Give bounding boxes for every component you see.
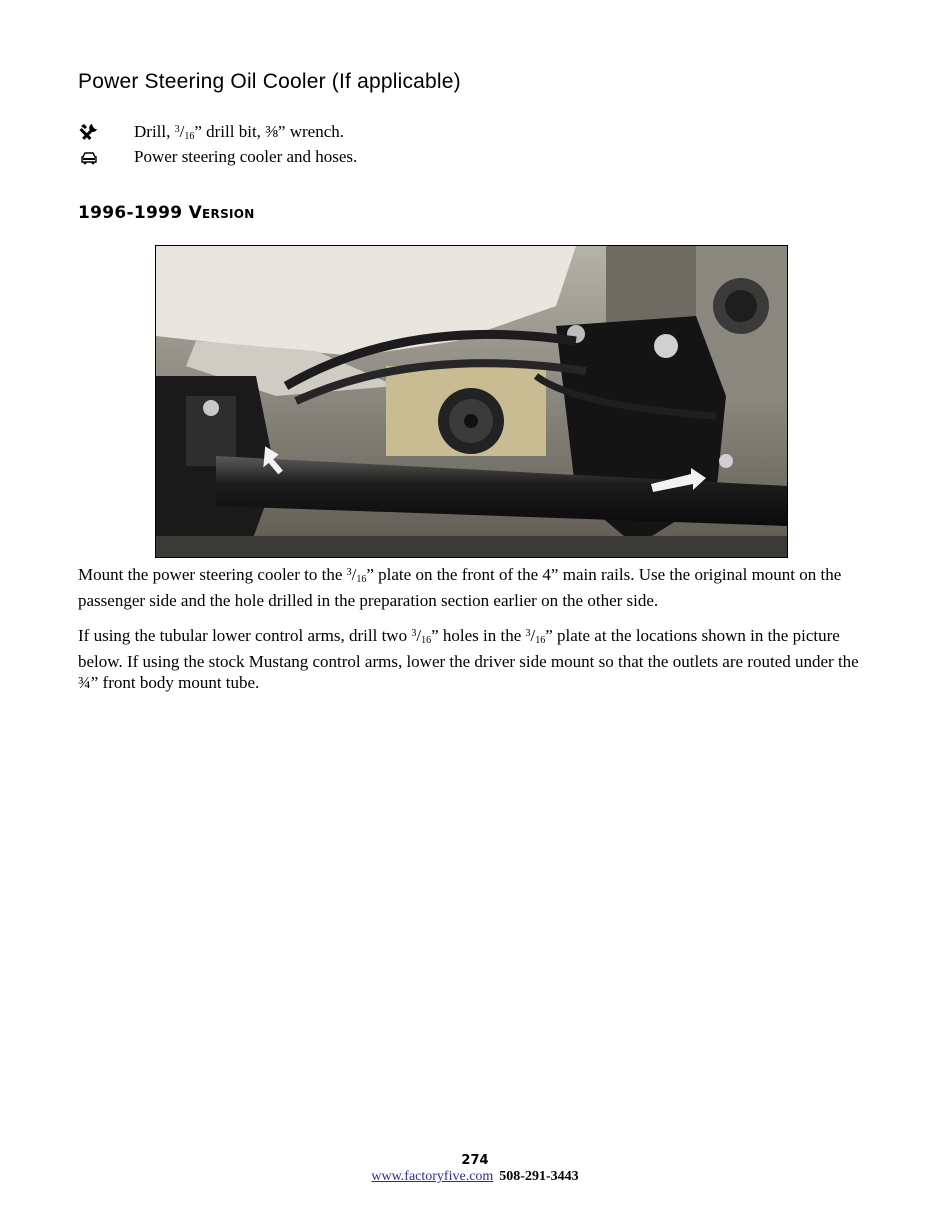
installation-photo xyxy=(155,245,788,558)
page-number: 274 xyxy=(461,1153,489,1168)
phone-number: 508-291-3443 xyxy=(499,1169,579,1184)
photo-icon xyxy=(156,246,787,557)
tools-icon xyxy=(78,122,100,144)
website-link[interactable]: www.factoryfive.com xyxy=(371,1169,494,1184)
tools-text: Drill, $^3/_{16}$” drill bit, ⅜” wrench. xyxy=(134,122,344,142)
footer-contact xyxy=(0,1169,950,1185)
paragraph-mount: Mount the power steering cooler to the $^3/_{16}$” plate on the front of the 4” main rails. Use the original mount on the passenger side and the hole drilled in the preparation section earlier on the other side. xyxy=(78,565,842,610)
section-heading: 1996-1999 Version xyxy=(78,203,255,223)
page-title: Power Steering Oil Cooler (If applicable) xyxy=(78,70,461,93)
paragraph-drill: If using the tubular lower control arms, drill two $^3/_{16}$” holes in the $^3/_{16}$” plate at the locations shown in the picture below. If using the stock Mustang control arms, lower the driver side mount so that the outlets are routed under the ¾” front body mount tube. xyxy=(78,626,859,692)
parts-text: Power steering cooler and hoses. xyxy=(134,147,358,166)
car-icon xyxy=(78,147,100,169)
